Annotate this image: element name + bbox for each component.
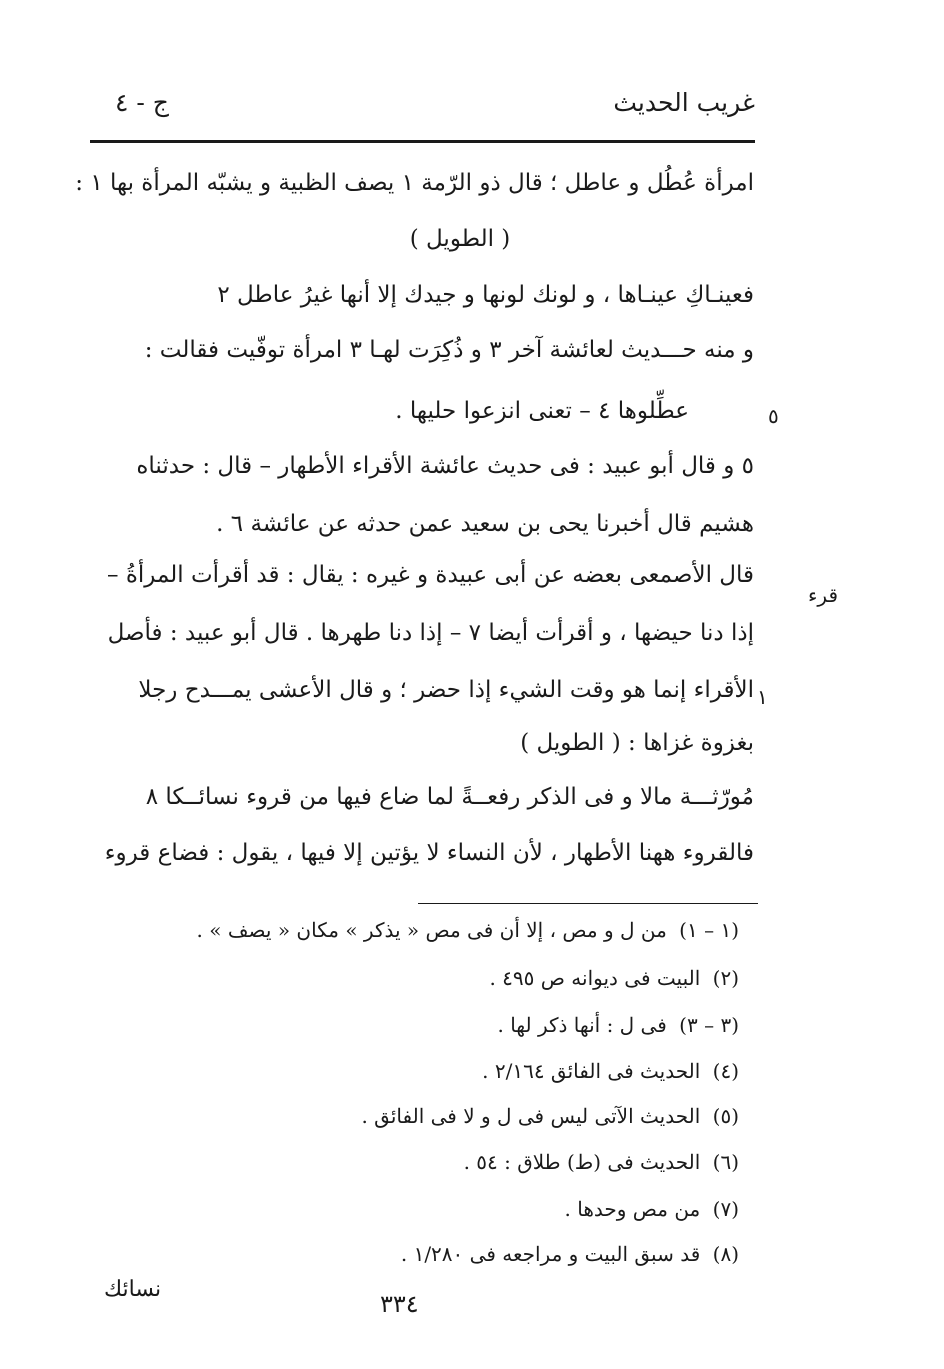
- text-line-13: فالقروء ههنا الأطهار ، لأن النساء لا يؤتين إلا فيها ، يقول : فضاع قروء: [104, 840, 754, 866]
- footnote-5-number: (٥): [712, 1104, 739, 1128]
- footnote-6-number: (٦): [712, 1150, 739, 1174]
- text-line-6: ٥ و قال أبو عبيد : فى حديث عائشة الأقراء الأطهار – قال : حدثناه: [136, 453, 754, 479]
- text-line-3: فعينـاكِ عينـاها ، و لونك لونها و جيدك إلا أنها غيرُ عاطل ٢: [217, 282, 754, 308]
- footnote-1-number: (١ – ١): [679, 918, 739, 942]
- line-number-5: ٥: [768, 404, 779, 428]
- footnote-3-number: (٣ – ٣): [679, 1013, 739, 1037]
- volume-label: ج - ٤: [115, 88, 169, 117]
- footnote-8: [401, 1242, 739, 1266]
- text-line-1: امرأة عُطُل و عاطل ؛ قال ذو الرّمة ١ يصف الظبية و يشبّه المرأة بها ١ :: [75, 170, 754, 196]
- footnote-1-text: من ل و مص ، إلا أن فى مص « يذكر » مكان « يصف » .: [196, 918, 667, 942]
- footnote-rule: [418, 903, 758, 904]
- catchword: نسائك: [104, 1277, 162, 1302]
- footnote-4-number: (٤): [712, 1059, 739, 1083]
- running-title: غريب الحديث: [613, 88, 755, 117]
- text-line-5: عطِّلوها ٤ – تعنى انزعوا حليها .: [395, 398, 689, 424]
- footnote-2-number: (٢): [712, 966, 739, 990]
- footnote-4-text: الحديث فى الفائق ٢/١٦٤ .: [482, 1059, 701, 1083]
- footnote-2-text: البيت فى ديوانه ص ٤٩٥ .: [489, 966, 701, 990]
- text-line-2: ( الطويل ): [409, 226, 511, 252]
- footnote-5-text: الحديث الآتى ليس فى ل و لا فى الفائق .: [361, 1104, 701, 1128]
- text-line-11: بغزوة غزاها : ( الطويل ): [520, 730, 754, 756]
- footnote-3-text: فى ل : أنها ذكر لها .: [497, 1013, 667, 1037]
- footnote-3: [497, 1013, 739, 1037]
- text-line-10: الأقراء إنما هو وقت الشيء إذا حضر ؛ و قال الأعشى يمـــدح رجلا: [138, 677, 754, 703]
- footnote-2: [489, 966, 739, 990]
- text-line-9: إذا دنا حيضها ، و أقرأت أيضا ٧ – إذا دنا طهرها . قال أبو عبيد : فأصل: [107, 620, 754, 646]
- text-line-8: قال الأصمعى بعضه عن أبى عبيدة و غيره : يقال : قد أقرأت المرأةُ –: [107, 562, 754, 588]
- footnote-7: [565, 1197, 739, 1221]
- text-line-4: و منه حـــديث لعائشة آخر ٣ و ذُكِرَت لهـا ٣ امرأة توفّيت فقالت :: [144, 337, 754, 363]
- page-header: [95, 88, 755, 128]
- margin-note: قرء: [808, 583, 838, 607]
- footnote-8-text: قد سبق البيت و مراجعه فى ١/٢٨٠ .: [400, 1242, 701, 1266]
- footnote-7-text: من مص وحدها .: [564, 1197, 701, 1221]
- footnote-6: [464, 1150, 739, 1174]
- footnote-6-text: الحديث فى (ط) طلاق : ٥٤ .: [463, 1150, 701, 1174]
- footnote-1: [197, 918, 739, 942]
- footnote-7-number: (٧): [712, 1197, 739, 1221]
- line-number-10: ١: [757, 685, 768, 709]
- page-number: ٣٣٤: [380, 1290, 419, 1318]
- text-line-7: هشيم قال أخبرنا يحى بن سعيد عمن حدثه عن عائشة ٦ .: [216, 511, 754, 537]
- footnote-8-number: (٨): [712, 1242, 739, 1266]
- footnote-5: [361, 1104, 739, 1128]
- header-rule: [90, 140, 755, 143]
- text-line-12: مُورّثـــة مالا و فى الذكر رفعــةً لما ضاع فيها من قروء نسائــكا ٨: [145, 784, 754, 810]
- footnote-4: [482, 1059, 739, 1083]
